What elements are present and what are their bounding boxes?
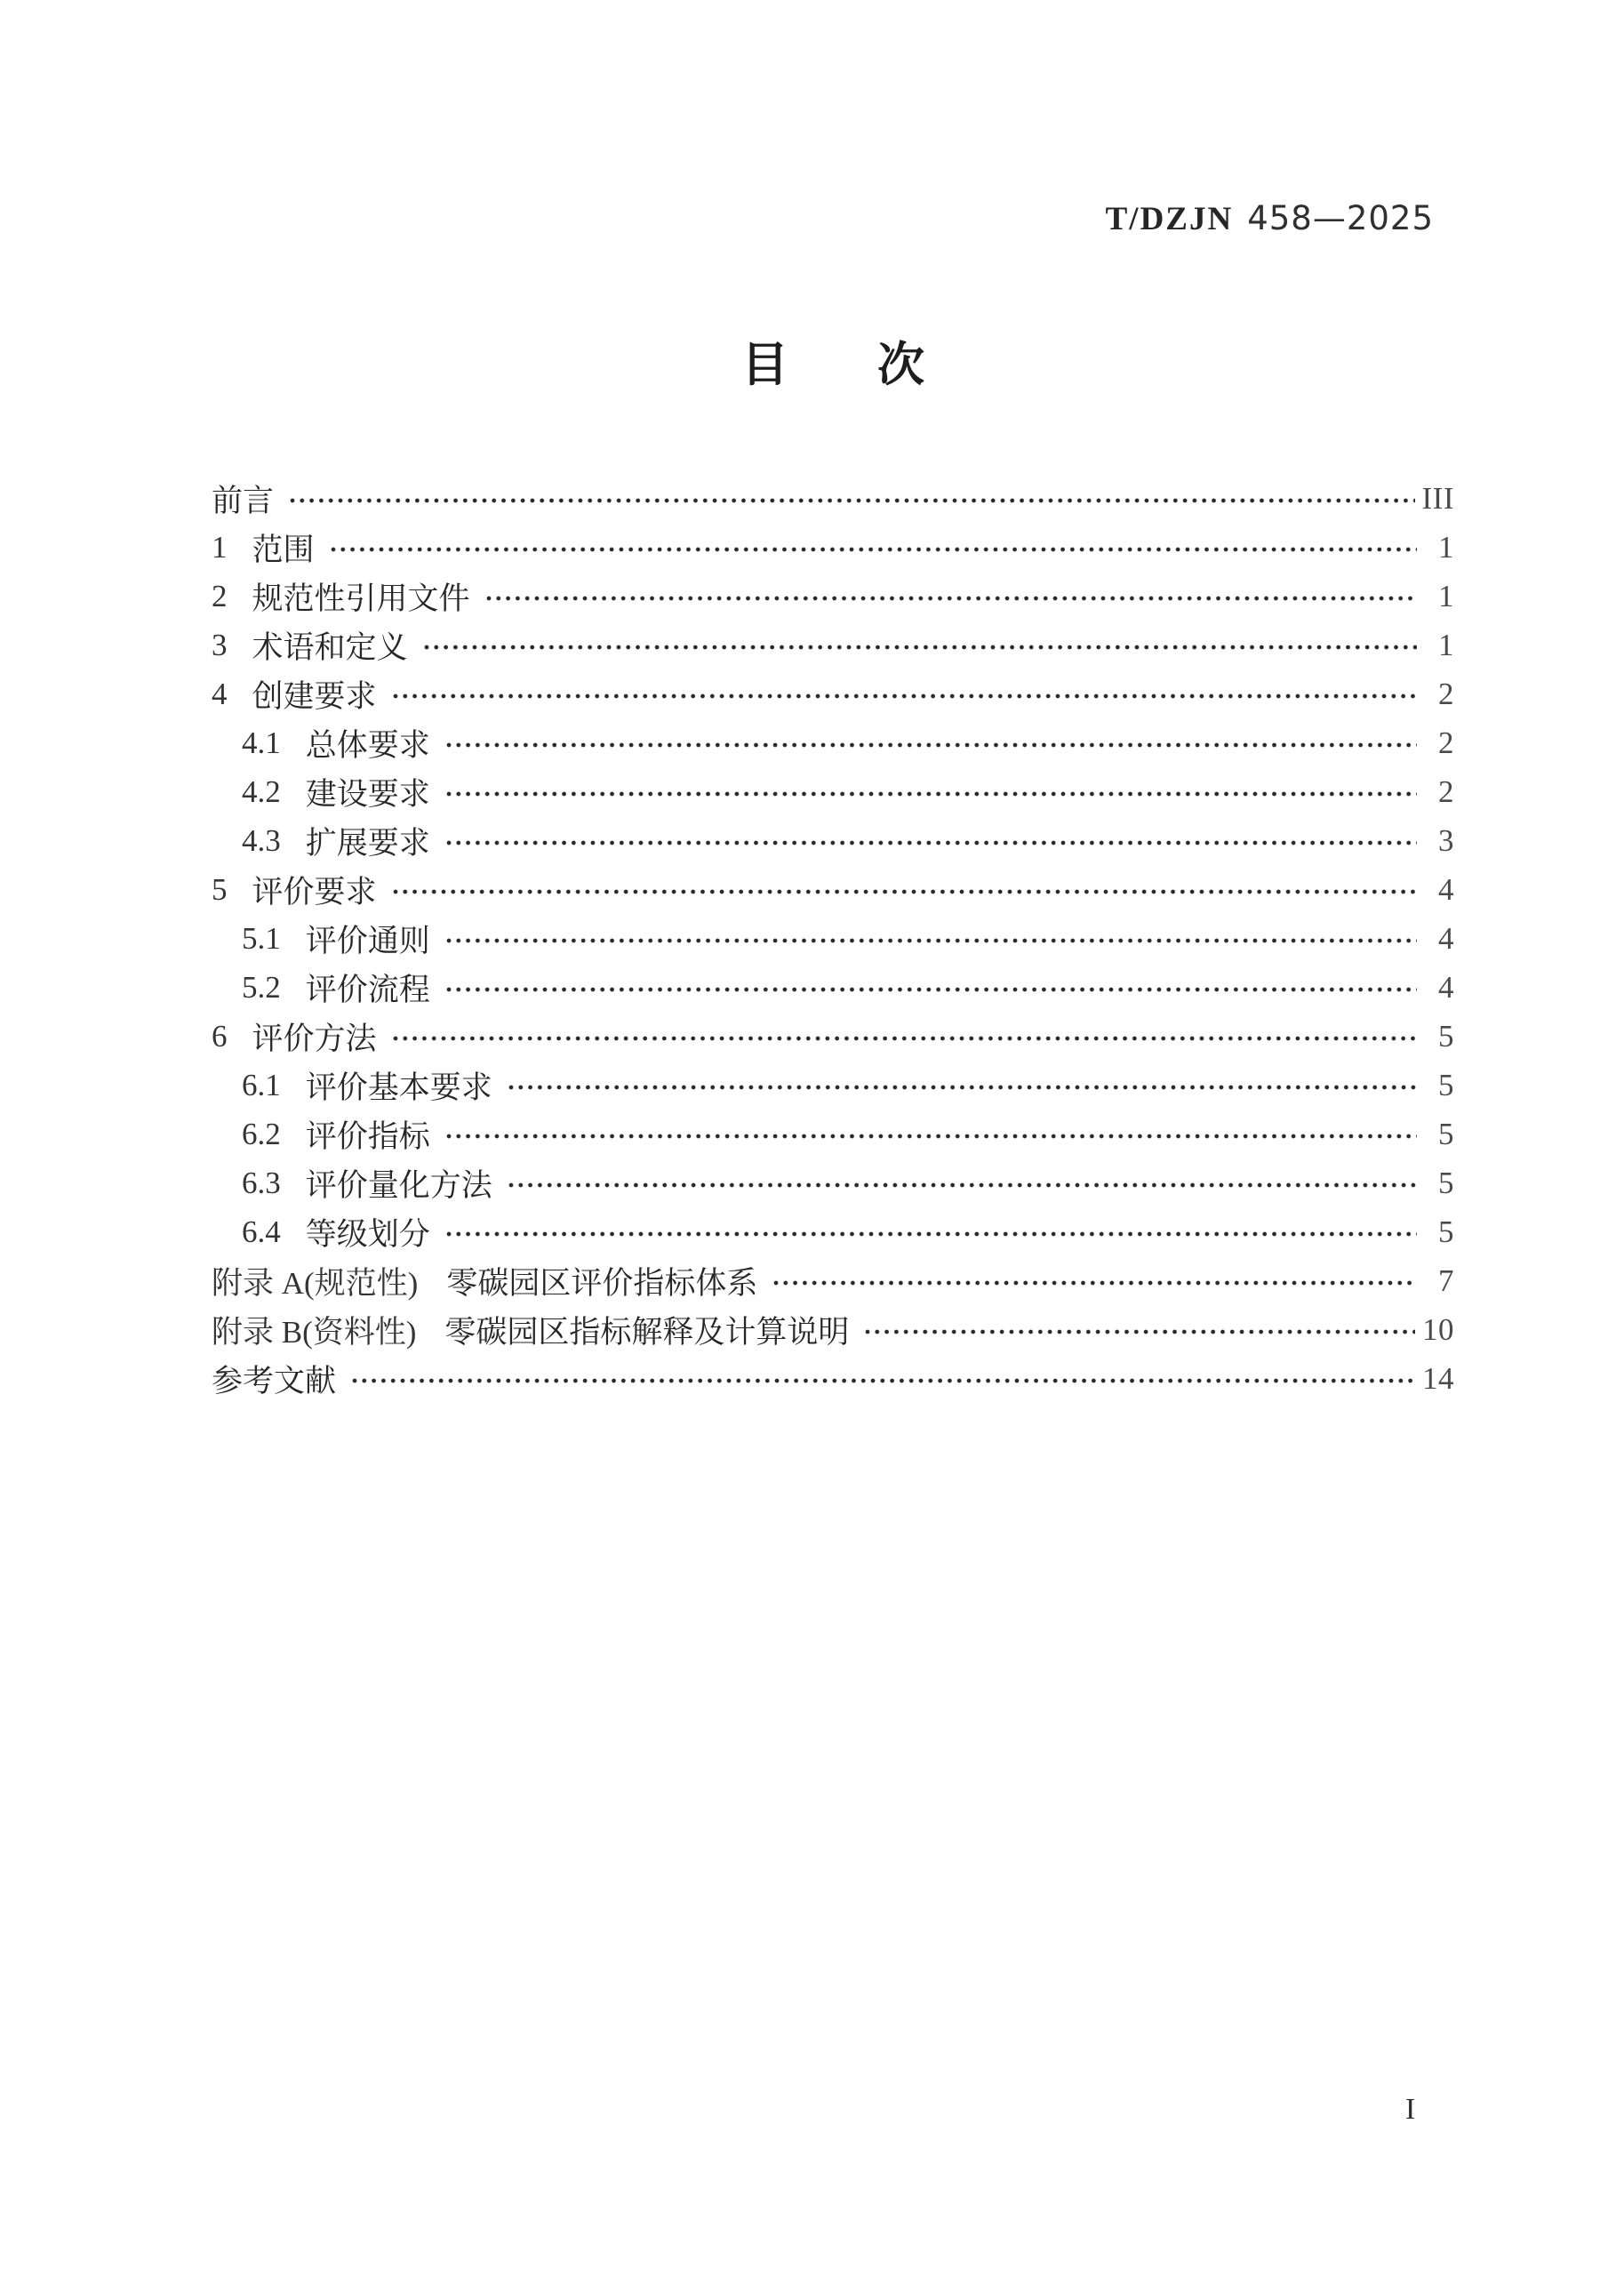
toc-entry-number: 5.2 <box>242 969 281 1005</box>
standard-code-number: 458—2025 <box>1247 199 1434 237</box>
toc-entry[interactable] <box>212 1061 1454 1110</box>
toc-entry-title: 范围 <box>252 532 315 567</box>
dotted-leader <box>446 987 1417 992</box>
toc-entry[interactable] <box>212 1207 1454 1256</box>
toc-entry-page: 5 <box>1438 1067 1454 1102</box>
toc-entry-title: 评价通则 <box>305 923 430 958</box>
toc-entry[interactable] <box>212 1012 1454 1061</box>
toc-entry[interactable] <box>212 767 1454 816</box>
toc-entry-number: 4.2 <box>242 773 281 809</box>
toc-entry-page: 4 <box>1438 871 1454 907</box>
toc-entry-page: 4 <box>1438 969 1454 1005</box>
toc-entry-title: 术语和定义 <box>252 629 408 665</box>
toc-entry-title: 规范性引用文件 <box>252 581 470 616</box>
toc-entry-page: 10 <box>1422 1311 1454 1347</box>
toc-entry-page: 2 <box>1438 725 1454 760</box>
toc-entry-page: 2 <box>1438 676 1454 711</box>
toc-entry-number: 3 <box>212 627 228 662</box>
toc-entry[interactable] <box>212 621 1454 669</box>
toc-entry-number: 6.3 <box>242 1165 281 1200</box>
toc-entry[interactable] <box>212 1305 1454 1354</box>
toc-entry[interactable] <box>212 572 1454 621</box>
dotted-leader <box>446 1231 1417 1237</box>
page-title-char-right: 次 <box>877 339 924 391</box>
toc-entry-number: 6.4 <box>242 1214 281 1249</box>
dotted-leader <box>424 645 1417 650</box>
dotted-leader <box>393 889 1417 894</box>
toc-entry[interactable] <box>212 865 1454 914</box>
toc-entry[interactable] <box>212 1354 1454 1403</box>
toc-entry-title: 零碳园区评价指标体系 <box>446 1265 758 1301</box>
toc-entry-number: 5.1 <box>242 920 281 956</box>
toc-entry-title: 等级划分 <box>305 1216 430 1252</box>
dotted-leader <box>352 1378 1415 1383</box>
dotted-leader <box>508 1085 1417 1090</box>
dotted-leader <box>290 498 1415 503</box>
toc-entry-page: 2 <box>1438 773 1454 809</box>
toc-entry-page: 5 <box>1438 1018 1454 1054</box>
toc-entry-page: 5 <box>1438 1165 1454 1200</box>
dotted-leader <box>446 840 1417 845</box>
toc-list <box>212 474 1454 1403</box>
toc-entry-page: 5 <box>1438 1116 1454 1151</box>
toc-entry-number: 6 <box>212 1018 228 1054</box>
toc-entry[interactable] <box>212 669 1454 718</box>
toc-entry-page: 4 <box>1438 920 1454 956</box>
page-number: I <box>1405 2093 1416 2126</box>
toc-entry-number: 附录 B(资料性) <box>212 1314 417 1350</box>
toc-entry-number: 1 <box>212 529 228 565</box>
toc-entry-title: 前言 <box>212 483 275 518</box>
dotted-leader <box>508 1182 1417 1188</box>
dotted-leader <box>446 938 1417 943</box>
toc-entry-title: 创建要求 <box>252 678 377 714</box>
dotted-leader <box>446 1134 1417 1139</box>
page-title <box>212 340 1454 391</box>
toc-entry-page: 3 <box>1438 822 1454 858</box>
dotted-leader <box>393 693 1417 699</box>
toc-entry-title: 扩展要求 <box>305 825 430 861</box>
toc-entry-number: 附录 A(规范性) <box>212 1265 419 1301</box>
toc-entry-title: 零碳园区指标解释及计算说明 <box>444 1314 850 1350</box>
toc-entry-number: 4 <box>212 676 228 711</box>
toc-entry-title: 参考文献 <box>212 1363 337 1398</box>
toc-entry[interactable] <box>212 523 1454 572</box>
toc-entry[interactable] <box>212 718 1454 767</box>
standard-code <box>1106 201 1434 237</box>
toc-entry[interactable] <box>212 914 1454 963</box>
dotted-leader <box>446 742 1417 748</box>
toc-entry-number: 6.1 <box>242 1067 281 1102</box>
toc-entry-title: 评价流程 <box>305 972 430 1007</box>
toc-entry-title: 评价量化方法 <box>305 1167 492 1203</box>
toc-entry-page: 1 <box>1438 529 1454 565</box>
toc-entry-page: 1 <box>1438 578 1454 613</box>
toc-entry-title: 总体要求 <box>305 727 430 763</box>
toc-entry-number: 2 <box>212 578 228 613</box>
toc-entry[interactable] <box>212 963 1454 1012</box>
dotted-leader <box>446 791 1417 797</box>
toc-entry-title: 评价方法 <box>252 1021 377 1056</box>
dotted-leader <box>865 1329 1415 1334</box>
page-title-char-left: 目 <box>741 339 788 391</box>
toc-entry-number: 5 <box>212 871 228 907</box>
dotted-leader <box>773 1280 1417 1286</box>
toc-entry-title: 评价基本要求 <box>305 1070 492 1105</box>
toc-entry-title: 评价要求 <box>252 874 377 910</box>
toc-entry-number: 4.1 <box>242 725 281 760</box>
toc-entry-page: 14 <box>1422 1360 1454 1396</box>
toc-entry-title: 评价指标 <box>305 1118 430 1154</box>
toc-entry-page: 7 <box>1438 1262 1454 1298</box>
standard-code-prefix: T/DZJN <box>1105 201 1234 237</box>
toc-entry[interactable] <box>212 1256 1454 1305</box>
toc-entry[interactable] <box>212 1110 1454 1158</box>
toc-entry[interactable] <box>212 474 1454 523</box>
dotted-leader <box>393 1036 1417 1041</box>
toc-entry-page: III <box>1421 480 1454 516</box>
toc-entry[interactable] <box>212 1158 1454 1207</box>
dotted-leader <box>331 547 1417 552</box>
toc-entry-number: 6.2 <box>242 1116 281 1151</box>
toc-entry-page: 5 <box>1438 1214 1454 1249</box>
toc-entry-page: 1 <box>1438 627 1454 662</box>
toc-entry-number: 4.3 <box>242 822 281 858</box>
dotted-leader <box>486 596 1417 601</box>
toc-entry[interactable] <box>212 816 1454 865</box>
toc-entry-title: 建设要求 <box>305 776 430 812</box>
